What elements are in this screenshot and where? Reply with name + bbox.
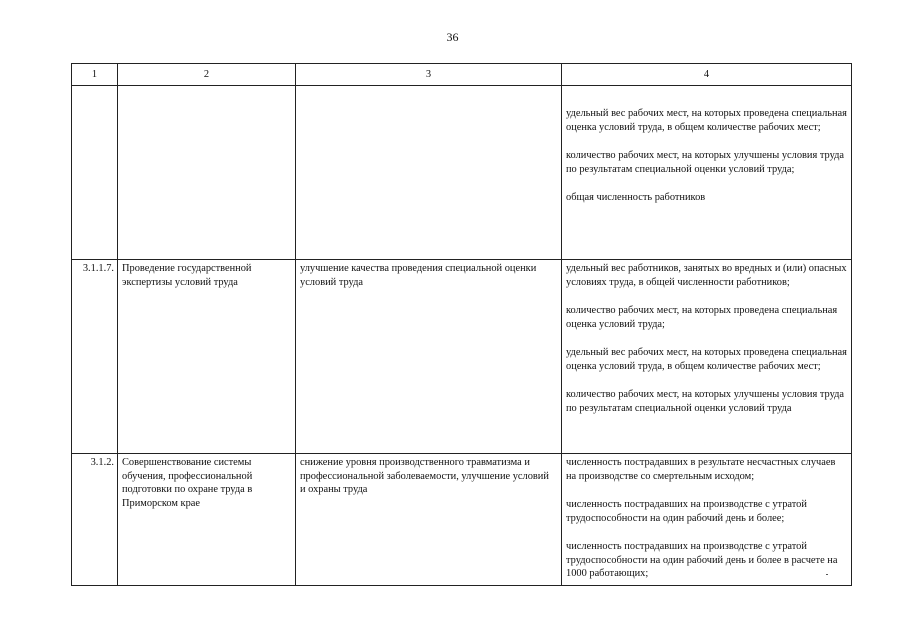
indicator-item: общая численность работников xyxy=(566,192,706,203)
activity-cell xyxy=(118,86,296,260)
indicator-item: численность пострадавших на производстве с утратой трудоспособности на один рабочий день и более в расчете на 1000 работающих; xyxy=(566,541,838,579)
row-number: 3.1.1.7. xyxy=(72,260,118,454)
header-col-1: 1 xyxy=(72,64,118,86)
indicators-cell xyxy=(562,86,852,260)
row-number: 3.1.2. xyxy=(72,454,118,586)
indicator-item: удельный вес рабочих мест, на которых проведена специальная оценка условий труда, в общем количестве рабочих мест; xyxy=(566,108,847,133)
result-cell xyxy=(296,86,562,260)
table-row xyxy=(72,260,852,454)
indicator-item: численность пострадавших на производстве с утратой трудоспособности на один рабочий день и более; xyxy=(566,499,807,524)
indicators-cell xyxy=(562,260,852,454)
indicator-item: количество рабочих мест, на которых улучшены условия труда по результатам специальной оценки условий труда xyxy=(566,389,845,414)
page-number: 36 xyxy=(446,30,459,44)
indicators-cell xyxy=(562,454,852,586)
header-col-2: 2 xyxy=(118,64,296,86)
result-cell: улучшение качества проведения специальной оценки условий труда xyxy=(296,260,562,454)
indicator-item: численность пострадавших в результате несчастных случаев на производстве со смертельным исходом; xyxy=(566,457,836,482)
row-number xyxy=(72,86,118,260)
indicator-item: удельный вес работников, занятых во вредных и (или) опасных условиях труда, в общей численности работников; xyxy=(566,263,847,288)
header-col-4: 4 xyxy=(562,64,852,86)
indicator-item: удельный вес рабочих мест, на которых проведена специальная оценка условий труда, в общем количестве рабочих мест; xyxy=(566,347,847,372)
activity-cell: Проведение государственной экспертизы условий труда xyxy=(118,260,296,454)
table-row xyxy=(72,454,852,586)
indicator-item: количество рабочих мест, на которых проведена специальная оценка условий труда; xyxy=(566,305,838,330)
scan-speck xyxy=(826,574,828,575)
result-cell: снижение уровня производственного травматизма и профессиональной заболеваемости, улучшение условий и охраны труда xyxy=(296,454,562,586)
header-col-3: 3 xyxy=(296,64,562,86)
activity-cell: Совершенствование системы обучения, профессиональной подготовки по охране труда в Приморском крае xyxy=(118,454,296,586)
table-header-row xyxy=(72,64,852,86)
table-row xyxy=(72,86,852,260)
indicator-item: количество рабочих мест, на которых улучшены условия труда по результатам специальной оценки условий труда; xyxy=(566,150,845,175)
program-table xyxy=(71,63,852,586)
